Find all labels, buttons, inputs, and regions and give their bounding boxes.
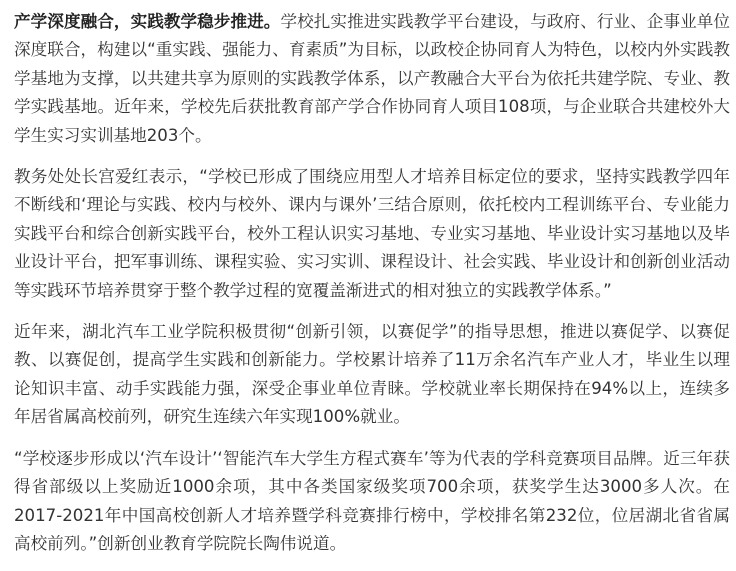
paragraph-text: 近年来，湖北汽车工业学院积极贯彻“创新引领，以赛促学”的指导思想，推进以赛促学、以赛促教、以赛促创，提高学生实践和创新能力。学校累计培养了11万余名汽车产业人才，毕业生以理论知识丰富、动手实践能力强，深受企事业单位青睐。学校就业率长期保持在94%以上，连续多年居省属高校前列，研究生连续六年实现100%就业。 — [14, 322, 730, 427]
article-paragraph — [14, 445, 730, 559]
paragraph-text: “学校逐步形成以‘汽车设计’‘智能汽车大学生方程式赛车’等为代表的学科竞赛项目品牌。近三年获得省部级以上奖励近1000余项，其中各类国家级奖项700余项，获奖学生达3000多人次。在2017-2021年中国高校创新人才培养暨学科竞赛排行榜中，学校排名第232位，位居湖北省省属高校前列。”创新创业教育学院院长陶伟说道。 — [14, 448, 730, 553]
paragraph-lead-heading: 产学深度融合，实践教学稳步推进。 — [14, 12, 281, 31]
article-paragraph — [14, 318, 730, 432]
paragraph-text: 教务处处长宫爱红表示，“学校已形成了围绕应用型人才培养目标定位的要求，坚持实践教学四年不断线和‘理论与实践、校内与校外、课内与课外’三结合原则，依托校内工程训练平台、专业能力实践平台和综合创新实践平台，校外工程认识实习基地、专业实习基地、毕业设计实习基地以及毕业设计平台，把军事训练、课程实验、实习实训、课程设计、社会实践、毕业设计和创新创业活动等实践环节培养贯穿于整个教学过程的宽覆盖渐进式的相对独立的实践教学体系。” — [14, 167, 730, 300]
paragraph-text: 学校扎实推进实践教学平台建设，与政府、行业、企事业单位深度联合，构建以“重实践、强能力、育素质”为目标，以政校企协同育人为特色，以校内外实践教学基地为支撑，以共建共享为原则的实践教学体系，以产教融合大平台为依托共建学院、专业、教学实践基地。近年来，学校先后获批教育部产学合作协同育人项目108项，与企业联合共建校外大学生实习实训基地203个。 — [14, 12, 731, 145]
article-paragraph — [14, 8, 730, 150]
article-paragraph — [14, 163, 730, 305]
